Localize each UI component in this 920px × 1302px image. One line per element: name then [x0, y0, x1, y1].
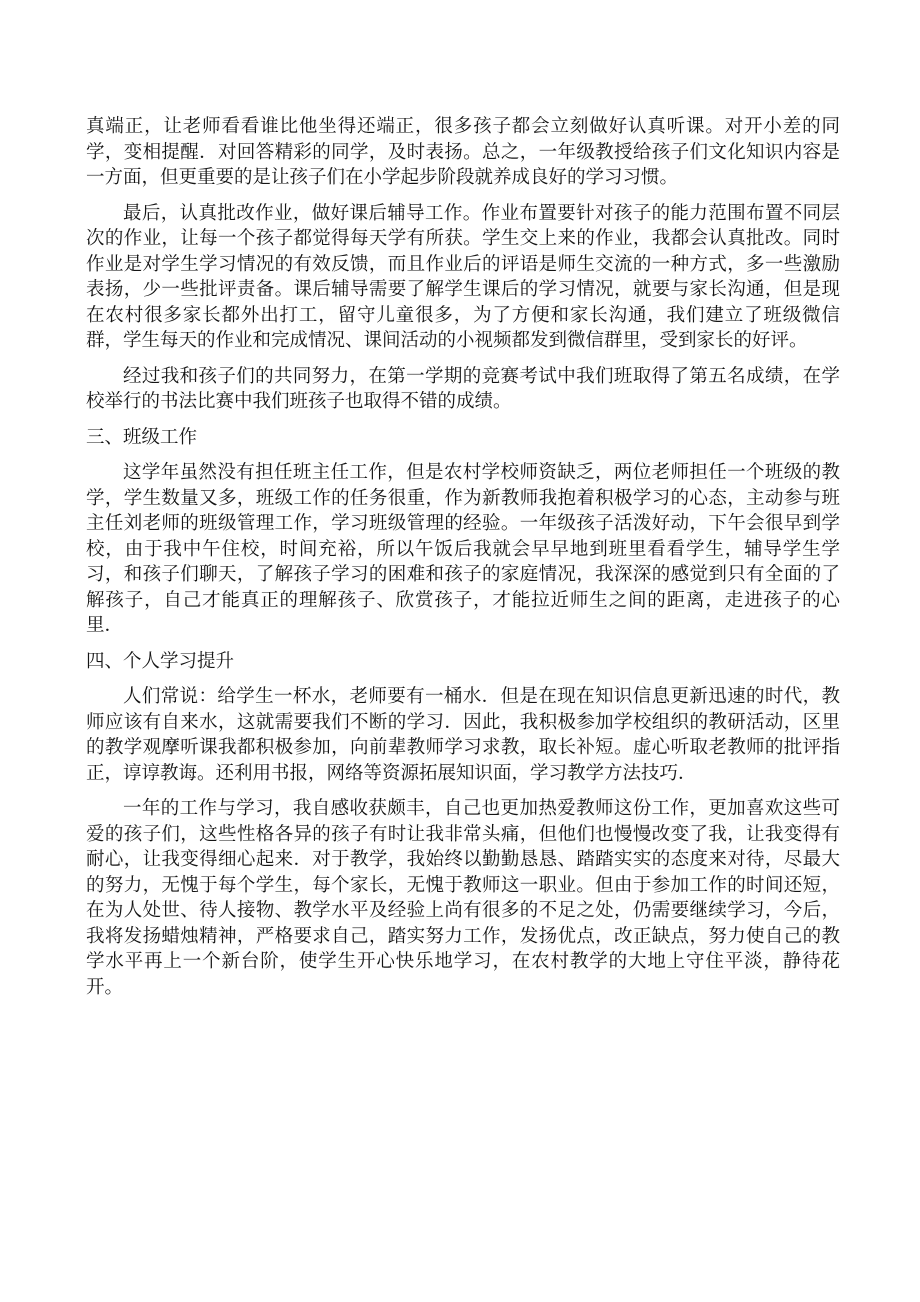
paragraph-results: 经过我和孩子们的共同努力，在第一学期的竞赛考试中我们班取得了第五名成绩，在学校举行的书法比赛中我们班孩子也取得不错的成绩。 [86, 365, 840, 412]
section-heading-personal-learning: 四、个人学习提升 [86, 650, 235, 672]
document-page [86, 114, 840, 1010]
paragraph-class-work: 这学年虽然没有担任班主任工作，但是农村学校师资缺乏，两位老师担任一个班级的教学，学生数量又多，班级工作的任务很重，作为新教师我抱着积极学习的心态，主动参与班主任刘老师的班级管理工作，学习班级管理的经验。一年级孩子活泼好动，下午会很早到学校，由于我中午住校，时间充裕，所以午饭后我就会早早地到班里看看学生，辅导学生学习，和孩子们聊天，了解孩子学习的困难和孩子的家庭情况，我深深的感觉到只有全面的了解孩子，自己才能真正的理解孩子、欣赏孩子，才能拉近师生之间的距离，走进孩子的心里． [86, 462, 840, 636]
paragraph-continuation: 真端正，让老师看看谁比他坐得还端正，很多孩子都会立刻做好认真听课。对开小差的同学，变相提醒．对回答精彩的同学，及时表扬。总之，一年级教授给孩子们文化知识内容是一方面，但更重要的是让孩子们在小学起步阶段就养成良好的学习习惯。 [86, 116, 840, 188]
paragraph-personal-learning: 人们常说：给学生一杯水，老师要有一桶水．但是在现在知识信息更新迅速的时代，教师应该有自来水，这就需要我们不断的学习．因此，我积极参加学校组织的教研活动，区里的教学观摩听课我都积极参加，向前辈教师学习求教，取长补短。虚心听取老教师的批评指正，谆谆教诲。还利用书报，网络等资源拓展知识面，学习教学方法技巧． [86, 686, 840, 784]
paragraph-homework: 最后，认真批改作业，做好课后辅导工作。作业布置要针对孩子的能力范围布置不同层次的作业，让每一个孩子都觉得每天学有所获。学生交上来的作业，我都会认真批改。同时作业是对学生学习情况的有效反馈，而且作业后的评语是师生交流的一种方式，多一些激励表扬，少一些批评责备。课后辅导需要了解学生课后的学习情况，就要与家长沟通，但是现在农村很多家长都外出打工，留守儿童很多，为了方便和家长沟通，我们建立了班级微信群，学生每天的作业和完成情况、课间活动的小视频都发到微信群里，受到家长的好评。 [86, 202, 840, 351]
paragraph-conclusion: 一年的工作与学习，我自感收获颇丰，自己也更加热爱教师这份工作，更加喜欢这些可爱的孩子们，这些性格各异的孩子有时让我非常头痛，但他们也慢慢改变了我，让我变得有耐心，让我变得细心起来．对于教学，我始终以勤勤恳恳、踏踏实实的态度来对待，尽最大的努力，无愧于每个学生，每个家长，无愧于教师这一职业。但由于参加工作的时间还短，在为人处世、待人接物、教学水平及经验上尚有很多的不足之处，仍需要继续学习，今后，我将发扬蜡烛精神，严格要求自己，踏实努力工作，发扬优点，改正缺点，努力使自己的教学水平再上一个新台阶，使学生开心快乐地学习，在农村教学的大地上守住平淡，静待花开。 [86, 798, 840, 998]
section-heading-class-work: 三、班级工作 [86, 426, 198, 448]
